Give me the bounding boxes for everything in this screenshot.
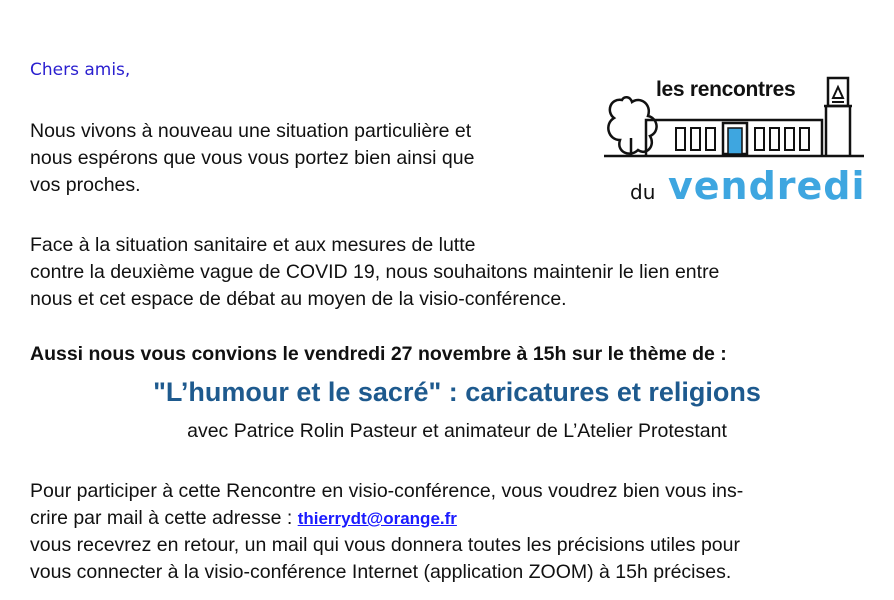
participation-line: vous connecter à la visio-conférence Internet (application ZOOM) à 15h précises.: [30, 561, 732, 583]
intro-line: Nous vivons à nouveau une situation particulière et: [30, 120, 472, 142]
context-line: Face à la situation sanitaire et aux mesures de lutte: [30, 234, 476, 256]
participation-line: vous recevrez en retour, un mail qui vous donnera toutes les précisions utiles pour: [30, 534, 740, 556]
theme-title: "L’humour et le sacré" : caricatures et religions: [153, 377, 761, 407]
participation-line: [30, 505, 880, 532]
participation-paragraph: [30, 478, 880, 586]
logo-top-text: les rencontres: [656, 78, 796, 101]
context-paragraph: [30, 232, 880, 313]
email-link[interactable]: thierrydt@orange.fr: [297, 509, 457, 528]
context-line: contre la deuxième vague de COVID 19, nous souhaitons maintenir le lien entre: [30, 261, 720, 283]
intro-paragraph: [30, 118, 570, 199]
rencontres-logo: [600, 60, 870, 220]
logo-du-text: du: [630, 180, 656, 204]
participation-line: Pour participer à cette Rencontre en visio-conférence, vous voudrez bien vous ins-: [30, 480, 744, 502]
context-line: nous et cet espace de débat au moyen de la visio-conférence.: [30, 288, 567, 310]
participation-line-prefix: crire par mail à cette adresse :: [30, 507, 298, 529]
logo-vendredi-text: vendredi: [668, 164, 866, 208]
speaker-line: avec Patrice Rolin Pasteur et animateur de L’Atelier Protestant: [187, 420, 727, 442]
intro-line: vos proches.: [30, 174, 141, 196]
invitation-text: Aussi nous vous convions le vendredi 27 novembre à 15h sur le thème de :: [30, 343, 727, 365]
intro-line: nous espérons que vous vous portez bien ainsi que: [30, 147, 475, 169]
greeting: Chers amis,: [30, 60, 131, 80]
